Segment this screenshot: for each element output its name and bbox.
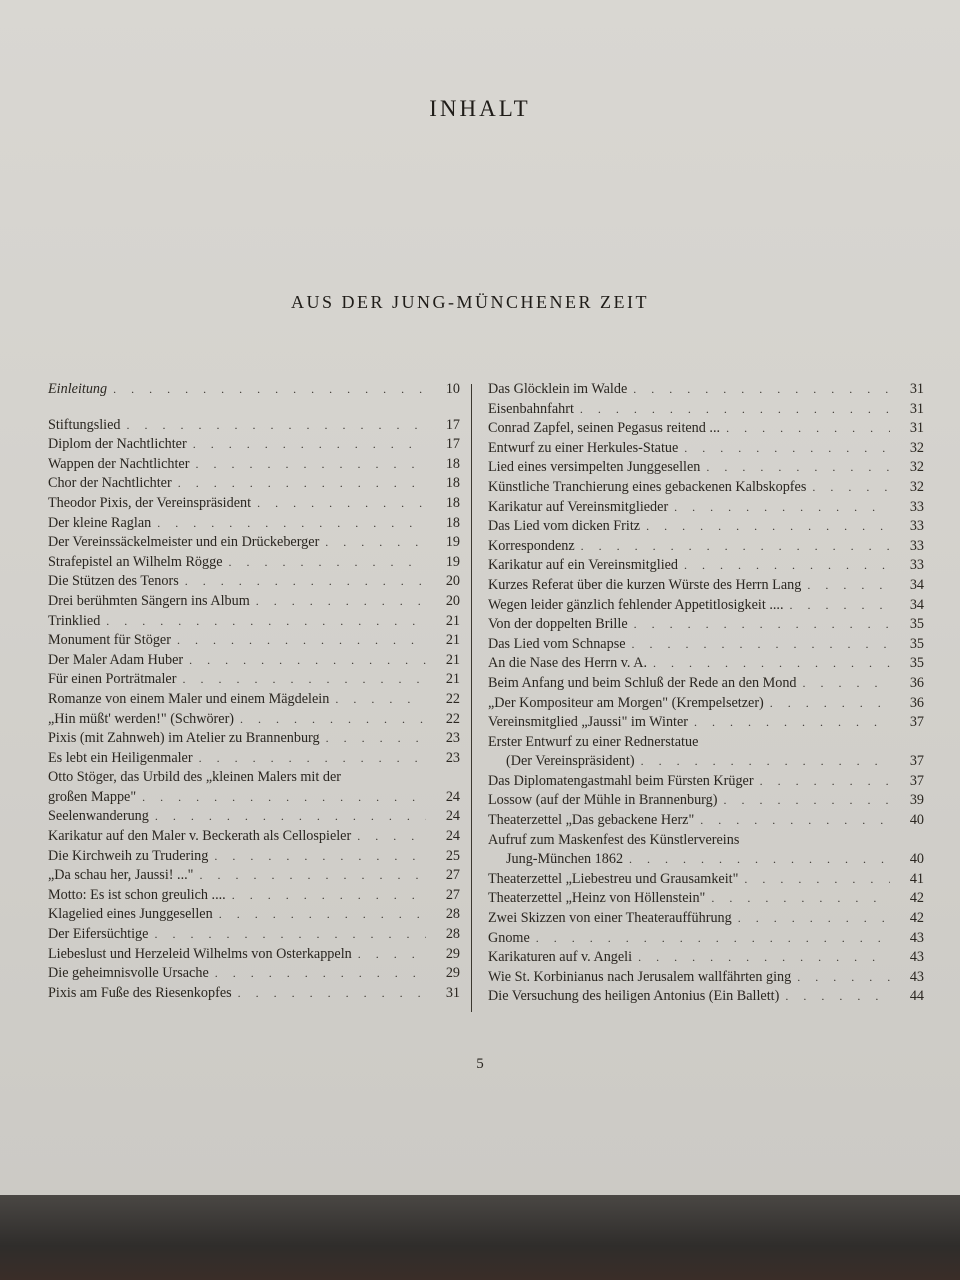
toc-entry-title: Es lebt ein Heiligenmaler bbox=[48, 749, 193, 766]
dot-leader bbox=[189, 651, 426, 671]
toc-entry bbox=[48, 572, 460, 592]
toc-entry-title: Lied eines versimpelten Junggesellen bbox=[488, 459, 701, 476]
toc-entry bbox=[48, 788, 460, 808]
dot-leader bbox=[215, 964, 426, 984]
toc-entry bbox=[48, 729, 460, 749]
toc-entry-page: 39 bbox=[909, 792, 924, 809]
toc-entry-page: 18 bbox=[445, 455, 460, 472]
toc-entry-title: Das Lied vom Schnapse bbox=[488, 635, 626, 652]
toc-entry-title: großen Mappe" bbox=[48, 788, 137, 805]
toc-entry bbox=[488, 615, 924, 635]
toc-entry-page: 32 bbox=[909, 478, 924, 495]
toc-entry bbox=[488, 498, 924, 518]
toc-entry bbox=[488, 596, 924, 616]
dot-leader bbox=[232, 886, 426, 906]
toc-entry-page: 17 bbox=[445, 436, 460, 453]
toc-entry-title: Künstliche Tranchierung eines gebackenen Kalbskopfes bbox=[488, 478, 807, 495]
toc-entry-page: 32 bbox=[909, 459, 924, 476]
toc-entry-title: Romanze von einem Maler und einem Mägdelein bbox=[48, 690, 330, 707]
toc-entry bbox=[48, 651, 460, 671]
toc-entry-page: 17 bbox=[445, 416, 460, 433]
toc-entry-page: 31 bbox=[909, 381, 924, 397]
toc-entry-title: Monument für Stöger bbox=[48, 632, 171, 649]
toc-entry-title: Klagelied eines Junggesellen bbox=[48, 906, 213, 923]
toc-entry-title: Pixis am Fuße des Riesenkopfes bbox=[48, 984, 232, 1001]
toc-entry bbox=[48, 847, 460, 867]
toc-entry bbox=[48, 631, 460, 651]
toc-entry bbox=[48, 455, 460, 475]
toc-entry bbox=[488, 929, 924, 949]
toc-entry bbox=[488, 576, 924, 596]
toc-entry-title: Beim Anfang und beim Schluß der Rede an den Mond bbox=[488, 674, 797, 691]
toc-entry-page: 31 bbox=[445, 984, 460, 1001]
toc-entry-page: 42 bbox=[909, 910, 924, 927]
toc-entry-title: Die Stützen des Tenors bbox=[48, 573, 179, 590]
toc-column-left bbox=[48, 380, 460, 1003]
dot-leader bbox=[790, 596, 890, 616]
dot-leader bbox=[632, 635, 890, 655]
toc-entry bbox=[488, 772, 924, 792]
toc-entry bbox=[48, 710, 460, 730]
toc-entry-title: Vereinsmitglied „Jaussi" im Winter bbox=[488, 714, 689, 731]
toc-entry bbox=[48, 416, 460, 436]
dot-leader bbox=[744, 870, 890, 890]
toc-entry bbox=[488, 458, 924, 478]
toc-entry bbox=[48, 380, 460, 400]
dot-leader bbox=[177, 631, 426, 651]
toc-entry bbox=[48, 514, 460, 534]
toc-entry bbox=[488, 752, 924, 772]
toc-entry bbox=[48, 749, 460, 769]
toc-entry-page: 37 bbox=[909, 714, 924, 731]
toc-entry-page: 35 bbox=[909, 616, 924, 633]
toc-entry bbox=[48, 984, 460, 1004]
toc-entry-page: 21 bbox=[445, 671, 460, 688]
toc-entry-title: Drei berühmten Sängern ins Album bbox=[48, 592, 250, 609]
toc-entry bbox=[488, 674, 924, 694]
dot-leader bbox=[738, 909, 890, 929]
dot-leader bbox=[684, 439, 890, 459]
toc-entry-title: „Da schau her, Jaussi! ..." bbox=[48, 867, 194, 884]
toc-entry-page: 18 bbox=[445, 494, 460, 511]
toc-entry-title: Korrespondenz bbox=[488, 537, 575, 554]
dot-leader bbox=[634, 615, 890, 635]
toc-entry bbox=[48, 474, 460, 494]
dot-leader bbox=[700, 811, 890, 831]
toc-entry-title: Das Glöcklein im Walde bbox=[488, 381, 628, 397]
toc-entry-page: 35 bbox=[909, 655, 924, 672]
toc-entry-page: 43 bbox=[909, 929, 924, 946]
toc-entry-title: Das Diplomatengastmahl beim Fürsten Krüger bbox=[488, 772, 754, 789]
toc-entry bbox=[48, 670, 460, 690]
toc-entry-title: Gnome bbox=[488, 929, 530, 946]
column-divider bbox=[471, 384, 472, 1012]
toc-entry-title: Diplom der Nachtlichter bbox=[48, 436, 187, 453]
toc-entry-page: 19 bbox=[445, 534, 460, 551]
toc-entry-title: Theaterzettel „Heinz von Höllenstein" bbox=[488, 890, 706, 907]
toc-entry-page: 33 bbox=[909, 557, 924, 574]
toc-entry-title: Seelenwanderung bbox=[48, 808, 149, 825]
toc-entry-title: Otto Stöger, das Urbild des „kleinen Malers mit der bbox=[48, 769, 341, 786]
toc-entry-page: 19 bbox=[445, 553, 460, 570]
toc-entry bbox=[48, 964, 460, 984]
toc-entry-title: Theaterzettel „Das gebackene Herz" bbox=[488, 812, 695, 829]
toc-entry-page: 42 bbox=[909, 890, 924, 907]
dot-leader bbox=[335, 690, 426, 710]
toc-entry-title: Karikatur auf den Maler v. Beckerath als Cellospieler bbox=[48, 828, 352, 845]
toc-entry-page: 18 bbox=[445, 514, 460, 531]
toc-entry-title: Zwei Skizzen von einer Theateraufführung bbox=[488, 910, 732, 927]
toc-entry bbox=[488, 909, 924, 929]
toc-entry-title: Lossow (auf der Mühle in Brannenburg) bbox=[488, 792, 718, 809]
toc-entry-title: Aufruf zum Maskenfest des Künstlervereins bbox=[488, 831, 740, 848]
toc-entry bbox=[48, 905, 460, 925]
dot-leader bbox=[581, 537, 890, 557]
page-title: INHALT bbox=[429, 96, 531, 121]
toc-entry-title: Die geheimnisvolle Ursache bbox=[48, 965, 209, 982]
toc-entry bbox=[48, 925, 460, 945]
toc-entry-title: Der kleine Raglan bbox=[48, 514, 152, 531]
toc-entry bbox=[488, 968, 924, 988]
dot-leader bbox=[219, 905, 426, 925]
toc-entry-page: 24 bbox=[445, 788, 460, 805]
toc-entry-page: 21 bbox=[445, 651, 460, 668]
toc-entry bbox=[488, 889, 924, 909]
dot-leader bbox=[797, 968, 890, 988]
toc-entry-title: Karikatur auf ein Vereinsmitglied bbox=[488, 557, 679, 574]
toc-entry-title: Strafepistel an Wilhelm Rögge bbox=[48, 553, 223, 570]
toc-entry bbox=[48, 592, 460, 612]
toc-entry-title: Motto: Es ist schon greulich .... bbox=[48, 886, 226, 903]
toc-entry bbox=[488, 556, 924, 576]
dot-leader bbox=[195, 455, 426, 475]
toc-entry-title: Eisenbahnfahrt bbox=[488, 400, 574, 417]
toc-entry bbox=[48, 807, 460, 827]
toc-entry-page: 23 bbox=[445, 749, 460, 766]
dot-leader bbox=[812, 478, 890, 498]
toc-entry-title: Karikatur auf Vereinsmitglieder bbox=[488, 498, 669, 515]
toc-entry bbox=[48, 435, 460, 455]
toc-entry-page: 34 bbox=[909, 576, 924, 593]
dot-leader bbox=[653, 654, 890, 674]
dot-leader bbox=[257, 494, 426, 514]
toc-entry-page: 43 bbox=[909, 968, 924, 985]
toc-entry-title: Stiftungslied bbox=[48, 416, 121, 433]
dot-leader bbox=[155, 807, 426, 827]
section-heading: AUS DER JUNG-MÜNCHENER ZEIT bbox=[291, 292, 649, 312]
toc-entry-page: 35 bbox=[909, 635, 924, 652]
toc-entry-page: 29 bbox=[445, 945, 460, 962]
dot-leader bbox=[325, 533, 426, 553]
toc-entry-page: 29 bbox=[445, 965, 460, 982]
toc-entry-page: 27 bbox=[445, 867, 460, 884]
toc-entry bbox=[48, 827, 460, 847]
toc-entry-title: Wegen leider gänzlich fehlender Appetitlosigkeit .... bbox=[488, 596, 784, 613]
toc-entry-title: Jung-München 1862 bbox=[506, 851, 624, 868]
toc-entry-title: Chor der Nachtlichter bbox=[48, 475, 172, 492]
toc-entry-page: 33 bbox=[909, 537, 924, 554]
toc-entry bbox=[488, 811, 924, 831]
toc-entry-page: 40 bbox=[909, 812, 924, 829]
toc-entry-page: 21 bbox=[445, 632, 460, 649]
dot-leader bbox=[646, 517, 890, 537]
dot-leader bbox=[711, 889, 890, 909]
table-surface bbox=[0, 1195, 960, 1280]
toc-entry-page: 20 bbox=[445, 592, 460, 609]
toc-entry bbox=[488, 831, 924, 851]
dot-leader bbox=[142, 788, 426, 808]
toc-entry-page: 41 bbox=[909, 870, 924, 887]
toc-entry-title: Von der doppelten Brille bbox=[488, 616, 628, 633]
dot-leader bbox=[357, 827, 426, 847]
toc-entry bbox=[488, 791, 924, 811]
dot-leader bbox=[684, 556, 890, 576]
toc-column-right bbox=[488, 380, 924, 1007]
toc-entry-page: 34 bbox=[909, 596, 924, 613]
dot-leader bbox=[326, 729, 426, 749]
toc-entry-title: Die Versuchung des heiligen Antonius (Ein Ballett) bbox=[488, 988, 780, 1005]
toc-entry-title: Wie St. Korbinianus nach Jerusalem wallfährten ging bbox=[488, 968, 792, 985]
toc-entry bbox=[48, 768, 460, 788]
toc-entry-title: „Hin müßt' werden!" (Schwörer) bbox=[48, 710, 235, 727]
dot-leader bbox=[193, 435, 426, 455]
toc-entry-page: 25 bbox=[445, 847, 460, 864]
dot-leader bbox=[185, 572, 426, 592]
dot-leader bbox=[199, 749, 426, 769]
toc-entry bbox=[48, 533, 460, 553]
toc-entry-page: 28 bbox=[445, 906, 460, 923]
toc-entry-title: Wappen der Nachtlichter bbox=[48, 455, 190, 472]
toc-entry-page: 33 bbox=[909, 518, 924, 535]
toc-entry-page: 20 bbox=[445, 573, 460, 590]
toc-entry bbox=[488, 400, 924, 420]
toc-entry-title: „Der Kompositeur am Morgen" (Krempelsetzer) bbox=[488, 694, 764, 711]
dot-leader bbox=[240, 710, 426, 730]
toc-entry-page: 36 bbox=[909, 694, 924, 711]
toc-entry bbox=[488, 654, 924, 674]
toc-entry-page: 43 bbox=[909, 949, 924, 966]
toc-entry-page: 28 bbox=[445, 926, 460, 943]
dot-leader bbox=[157, 514, 426, 534]
toc-entry bbox=[488, 870, 924, 890]
dot-leader bbox=[536, 929, 890, 949]
toc-entry-title: Der Maler Adam Huber bbox=[48, 651, 184, 668]
toc-entry bbox=[488, 733, 924, 753]
toc-entry-title: Für einen Porträtmaler bbox=[48, 671, 177, 688]
toc-entry-page: 31 bbox=[909, 400, 924, 417]
dot-leader bbox=[770, 694, 890, 714]
toc-entry bbox=[488, 478, 924, 498]
toc-entry-title: An die Nase des Herrn v. A. bbox=[488, 655, 648, 672]
toc-entry bbox=[488, 850, 924, 870]
dot-leader bbox=[633, 380, 890, 400]
toc-entry-page: 10 bbox=[445, 381, 460, 397]
toc-entry-page: 22 bbox=[445, 690, 460, 707]
dot-leader bbox=[785, 987, 890, 1007]
toc-entry-title: Conrad Zapfel, seinen Pegasus reitend ... bbox=[488, 420, 721, 437]
toc-entry-title: (Der Vereinspräsident) bbox=[506, 753, 635, 770]
toc-entry-title: Entwurf zu einer Herkules-Statue bbox=[488, 439, 679, 456]
dot-leader bbox=[127, 416, 426, 436]
toc-entry bbox=[488, 694, 924, 714]
toc-entry-page: 27 bbox=[445, 886, 460, 903]
toc-entry-page: 24 bbox=[445, 808, 460, 825]
toc-entry-page: 32 bbox=[909, 439, 924, 456]
toc-entry-page: 22 bbox=[445, 710, 460, 727]
toc-entry bbox=[488, 713, 924, 733]
toc-entry bbox=[488, 419, 924, 439]
dot-leader bbox=[726, 419, 890, 439]
dot-leader bbox=[706, 458, 890, 478]
toc-entry-title: Theodor Pixis, der Vereinspräsident bbox=[48, 494, 252, 511]
toc-entry-page: 21 bbox=[445, 612, 460, 629]
toc-entry-page: 18 bbox=[445, 475, 460, 492]
toc-entry-title: Kurzes Referat über die kurzen Würste des Herrn Lang bbox=[488, 576, 802, 593]
toc-entry bbox=[48, 612, 460, 632]
dot-leader bbox=[641, 752, 890, 772]
toc-entry-title: Die Kirchweih zu Trudering bbox=[48, 847, 209, 864]
toc-entry-page: 31 bbox=[909, 420, 924, 437]
dot-leader bbox=[807, 576, 890, 596]
dot-leader bbox=[638, 948, 890, 968]
toc-entry-title: Liebeslust und Herzeleid Wilhelms von Osterkappeln bbox=[48, 945, 352, 962]
dot-leader bbox=[154, 925, 426, 945]
toc-entry bbox=[48, 494, 460, 514]
toc-entry-title: Erster Entwurf zu einer Rednerstatue bbox=[488, 733, 699, 750]
toc-entry-page: 23 bbox=[445, 730, 460, 747]
toc-entry bbox=[488, 517, 924, 537]
toc-entry bbox=[48, 945, 460, 965]
toc-entry-title: Der Vereinssäckelmeister und ein Drückeberger bbox=[48, 534, 320, 551]
dot-leader bbox=[256, 592, 426, 612]
dot-leader bbox=[358, 945, 426, 965]
toc-entry-page: 40 bbox=[909, 851, 924, 868]
dot-leader bbox=[580, 400, 890, 420]
toc-entry bbox=[488, 635, 924, 655]
toc-entry bbox=[48, 690, 460, 710]
dot-leader bbox=[674, 498, 890, 518]
toc-entry bbox=[488, 380, 924, 400]
toc-entry bbox=[488, 948, 924, 968]
toc-entry-page: 37 bbox=[909, 772, 924, 789]
toc-entry-page: 33 bbox=[909, 498, 924, 515]
dot-leader bbox=[106, 612, 426, 632]
toc-entry bbox=[488, 537, 924, 557]
toc-entry bbox=[48, 553, 460, 573]
dot-leader bbox=[229, 553, 426, 573]
toc-entry bbox=[48, 866, 460, 886]
toc-entry-title: Der Eifersüchtige bbox=[48, 926, 149, 943]
dot-leader bbox=[199, 866, 426, 886]
dot-leader bbox=[113, 380, 426, 400]
toc-entry-page: 36 bbox=[909, 674, 924, 691]
dot-leader bbox=[214, 847, 426, 867]
toc-entry-title: Theaterzettel „Liebestreu und Grausamkeit" bbox=[488, 870, 739, 887]
toc-entry bbox=[488, 987, 924, 1007]
dot-leader bbox=[760, 772, 890, 792]
page-number: 5 bbox=[476, 1056, 484, 1072]
toc-entry-page: 37 bbox=[909, 753, 924, 770]
toc-entry-title: Trinklied bbox=[48, 612, 101, 629]
toc-entry bbox=[48, 886, 460, 906]
toc-entry-title: Pixis (mit Zahnweh) im Atelier zu Brannenburg bbox=[48, 730, 320, 747]
toc-entry-title: Das Lied vom dicken Fritz bbox=[488, 518, 641, 535]
dot-leader bbox=[182, 670, 426, 690]
toc-entry bbox=[488, 439, 924, 459]
toc-entry-page: 24 bbox=[445, 828, 460, 845]
toc-entry-page: 44 bbox=[909, 988, 924, 1005]
toc-entry-title: Karikaturen auf v. Angeli bbox=[488, 949, 633, 966]
dot-leader bbox=[629, 850, 890, 870]
dot-leader bbox=[178, 474, 426, 494]
dot-leader bbox=[803, 674, 890, 694]
dot-leader bbox=[694, 713, 890, 733]
dot-leader bbox=[238, 984, 426, 1004]
dot-leader bbox=[723, 791, 890, 811]
toc-entry-title: Einleitung bbox=[48, 381, 108, 397]
